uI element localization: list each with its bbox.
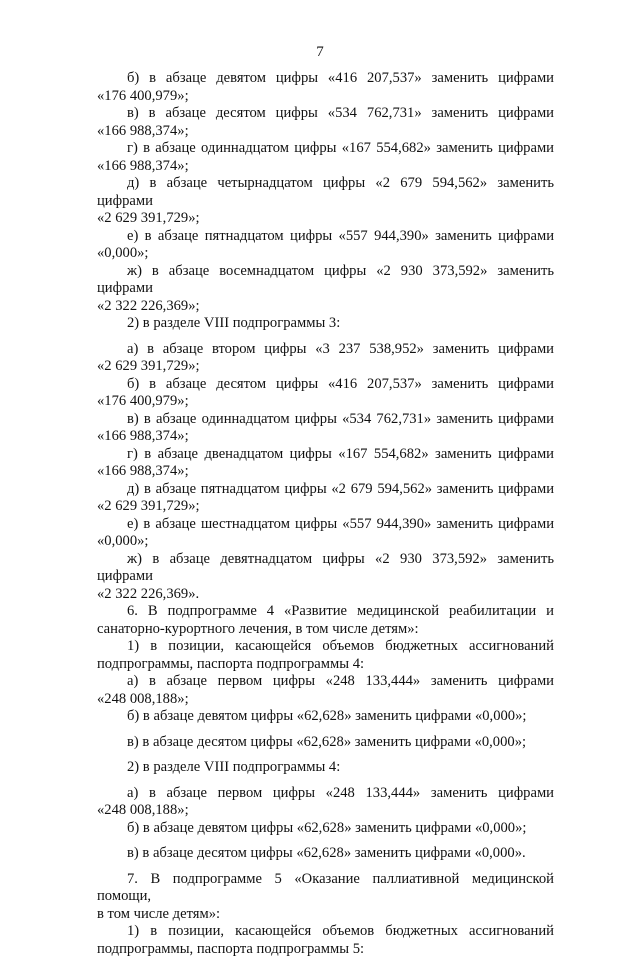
paragraph-first-line: 2) в разделе VIII подпрограммы 4: xyxy=(97,759,554,777)
paragraph-first-line: б) в абзаце девятом цифры «416 207,537» заменить цифрами xyxy=(97,70,554,88)
paragraph-continuation-line: «166 988,374»; xyxy=(97,123,554,141)
paragraph-continuation-line: «176 400,979»; xyxy=(97,88,554,106)
paragraph xyxy=(97,759,554,777)
paragraph-continuation-line: «166 988,374»; xyxy=(97,428,554,446)
paragraph xyxy=(97,315,554,333)
paragraph-continuation-line: в том числе детям»: xyxy=(97,906,554,924)
paragraph-continuation-line: «248 008,188»; xyxy=(97,691,554,709)
paragraph-continuation-line: «166 988,374»; xyxy=(97,463,554,481)
paragraph xyxy=(97,603,554,638)
paragraph-first-line: 2) в разделе VIII подпрограммы 3: xyxy=(97,315,554,333)
paragraph-continuation-line: «2 322 226,369». xyxy=(97,586,554,604)
paragraph xyxy=(97,228,554,263)
paragraph-continuation-line: «176 400,979»; xyxy=(97,393,554,411)
paragraph xyxy=(97,175,554,228)
paragraph-first-line: д) в абзаце четырнадцатом цифры «2 679 594,562» заменить цифрами xyxy=(97,175,554,210)
paragraph xyxy=(97,845,554,863)
paragraph-first-line: ж) в абзаце восемнадцатом цифры «2 930 373,592» заменить цифрами xyxy=(97,263,554,298)
paragraph-first-line: г) в абзаце двенадцатом цифры «167 554,682» заменить цифрами xyxy=(97,446,554,464)
paragraph xyxy=(97,341,554,376)
paragraph-first-line: 1) в позиции, касающейся объемов бюджетных ассигнований xyxy=(97,923,554,941)
paragraph-first-line: е) в абзаце пятнадцатом цифры «557 944,390» заменить цифрами xyxy=(97,228,554,246)
paragraph-continuation-line: «2 629 391,729»; xyxy=(97,498,554,516)
paragraph xyxy=(97,820,554,838)
paragraph xyxy=(97,140,554,175)
paragraph-continuation-line: «166 988,374»; xyxy=(97,158,554,176)
paragraph-first-line: в) в абзаце десятом цифры «62,628» заменить цифрами «0,000». xyxy=(97,845,554,863)
paragraph-continuation-line: подпрограммы, паспорта подпрограммы 5: xyxy=(97,941,554,958)
paragraph xyxy=(97,673,554,708)
paragraph-first-line: б) в абзаце девятом цифры «62,628» заменить цифрами «0,000»; xyxy=(97,820,554,838)
paragraph xyxy=(97,263,554,316)
paragraph xyxy=(97,411,554,446)
paragraph xyxy=(97,70,554,105)
page-number: 7 xyxy=(0,43,640,61)
paragraph-first-line: 1) в позиции, касающейся объемов бюджетных ассигнований xyxy=(97,638,554,656)
paragraph-first-line: в) в абзаце десятом цифры «534 762,731» заменить цифрами xyxy=(97,105,554,123)
paragraph-first-line: а) в абзаце первом цифры «248 133,444» заменить цифрами xyxy=(97,785,554,803)
paragraph-first-line: в) в абзаце десятом цифры «62,628» заменить цифрами «0,000»; xyxy=(97,734,554,752)
paragraph xyxy=(97,551,554,604)
paragraph-first-line: а) в абзаце втором цифры «3 237 538,952» заменить цифрами xyxy=(97,341,554,359)
paragraph xyxy=(97,785,554,820)
document-body xyxy=(97,70,554,958)
paragraph xyxy=(97,638,554,673)
paragraph xyxy=(97,708,554,726)
paragraph-first-line: д) в абзаце пятнадцатом цифры «2 679 594,562» заменить цифрами xyxy=(97,481,554,499)
paragraph-first-line: б) в абзаце девятом цифры «62,628» заменить цифрами «0,000»; xyxy=(97,708,554,726)
paragraph xyxy=(97,923,554,958)
paragraph-continuation-line: «2 322 226,369»; xyxy=(97,298,554,316)
paragraph-continuation-line: «2 629 391,729»; xyxy=(97,358,554,376)
paragraph xyxy=(97,871,554,924)
paragraph xyxy=(97,376,554,411)
paragraph-first-line: 7. В подпрограмме 5 «Оказание паллиативной медицинской помощи, xyxy=(97,871,554,906)
paragraph-continuation-line: санаторно-курортного лечения, в том числе детям»: xyxy=(97,621,554,639)
paragraph-first-line: в) в абзаце одиннадцатом цифры «534 762,731» заменить цифрами xyxy=(97,411,554,429)
paragraph-continuation-line: подпрограммы, паспорта подпрограммы 4: xyxy=(97,656,554,674)
paragraph-continuation-line: «2 629 391,729»; xyxy=(97,210,554,228)
paragraph xyxy=(97,105,554,140)
paragraph xyxy=(97,481,554,516)
paragraph-continuation-line: «0,000»; xyxy=(97,245,554,263)
paragraph-first-line: ж) в абзаце девятнадцатом цифры «2 930 373,592» заменить цифрами xyxy=(97,551,554,586)
paragraph-first-line: 6. В подпрограмме 4 «Развитие медицинской реабилитации и xyxy=(97,603,554,621)
paragraph-first-line: е) в абзаце шестнадцатом цифры «557 944,390» заменить цифрами xyxy=(97,516,554,534)
paragraph-first-line: б) в абзаце десятом цифры «416 207,537» заменить цифрами xyxy=(97,376,554,394)
paragraph xyxy=(97,446,554,481)
paragraph-continuation-line: «0,000»; xyxy=(97,533,554,551)
paragraph xyxy=(97,516,554,551)
paragraph-continuation-line: «248 008,188»; xyxy=(97,802,554,820)
paragraph-first-line: г) в абзаце одиннадцатом цифры «167 554,682» заменить цифрами xyxy=(97,140,554,158)
paragraph-first-line: а) в абзаце первом цифры «248 133,444» заменить цифрами xyxy=(97,673,554,691)
paragraph xyxy=(97,734,554,752)
